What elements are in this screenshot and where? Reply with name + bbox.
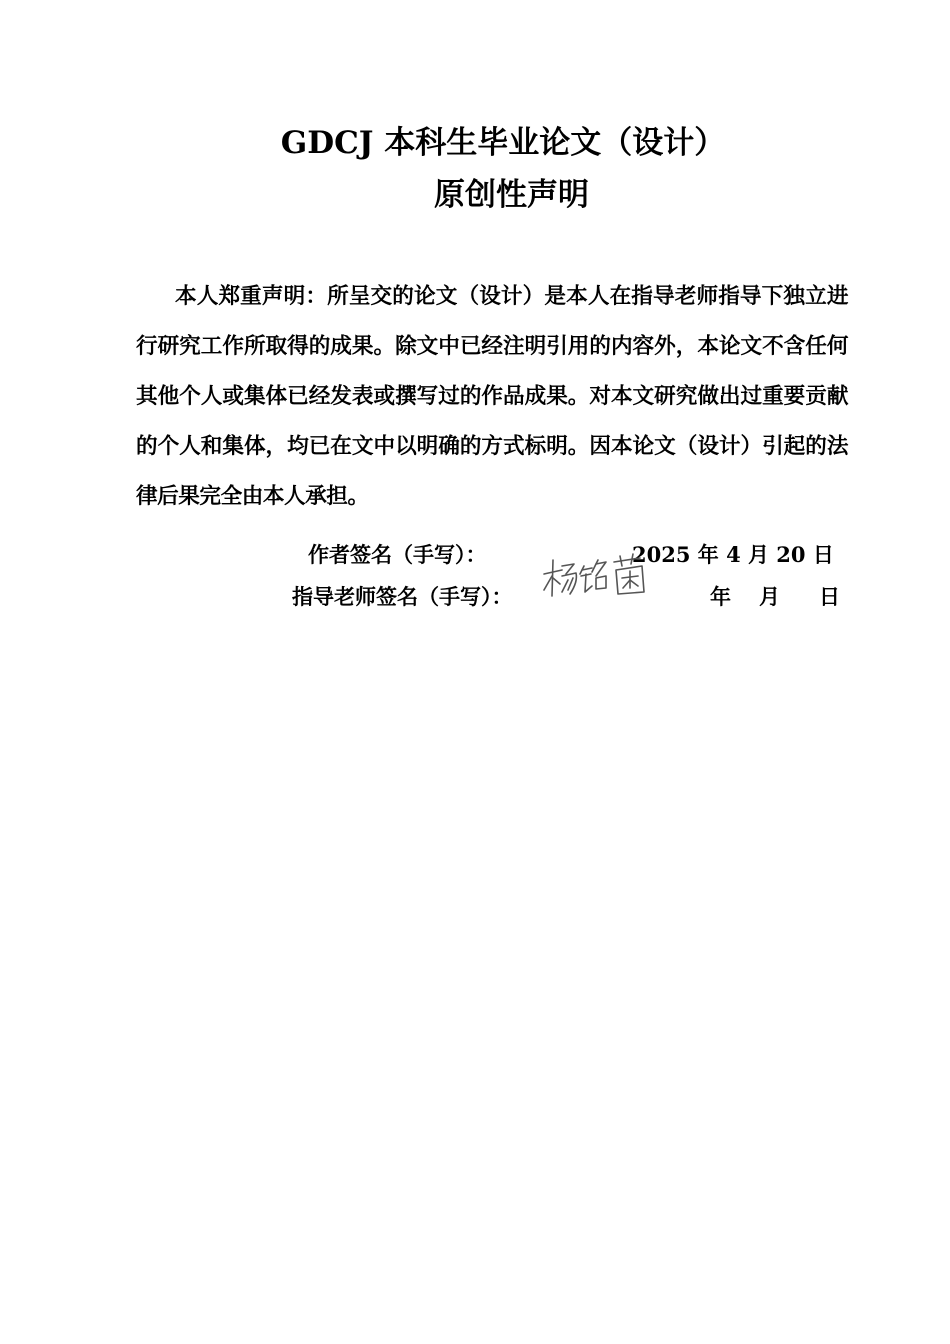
advisor-date-year: 年 — [710, 584, 731, 609]
handwritten-signature — [540, 552, 658, 606]
advisor-date-day: 日 — [819, 584, 840, 609]
author-signature-label: 作者签名（手写）： — [308, 542, 487, 567]
title-line-1: GDCJ 本科生毕业论文（设计） — [280, 125, 726, 161]
document-subtitle — [0, 170, 950, 220]
declaration-paragraph: 本人郑重声明：所呈交的论文（设计）是本人在指导老师指导下独立进行研究工作所取得的成果。除文中已经注明引用的内容外，本论文不含任何其他个人或集体已经发表或撰写过的作品成果。对本文研究做出过重要贡献的个人和集体，均已在文中以明确的方式标明。因本论文（设计）引起的法律后果完全由本人承担。 — [136, 284, 848, 509]
document-title — [0, 118, 950, 168]
title-line-2: 原创性声明 — [434, 177, 589, 213]
advisor-signature-label: 指导老师签名（手写）： — [292, 584, 513, 609]
advisor-date-month: 月 — [759, 584, 780, 609]
author-signature-date: 2025 年 4 月 20 日 — [632, 542, 834, 567]
